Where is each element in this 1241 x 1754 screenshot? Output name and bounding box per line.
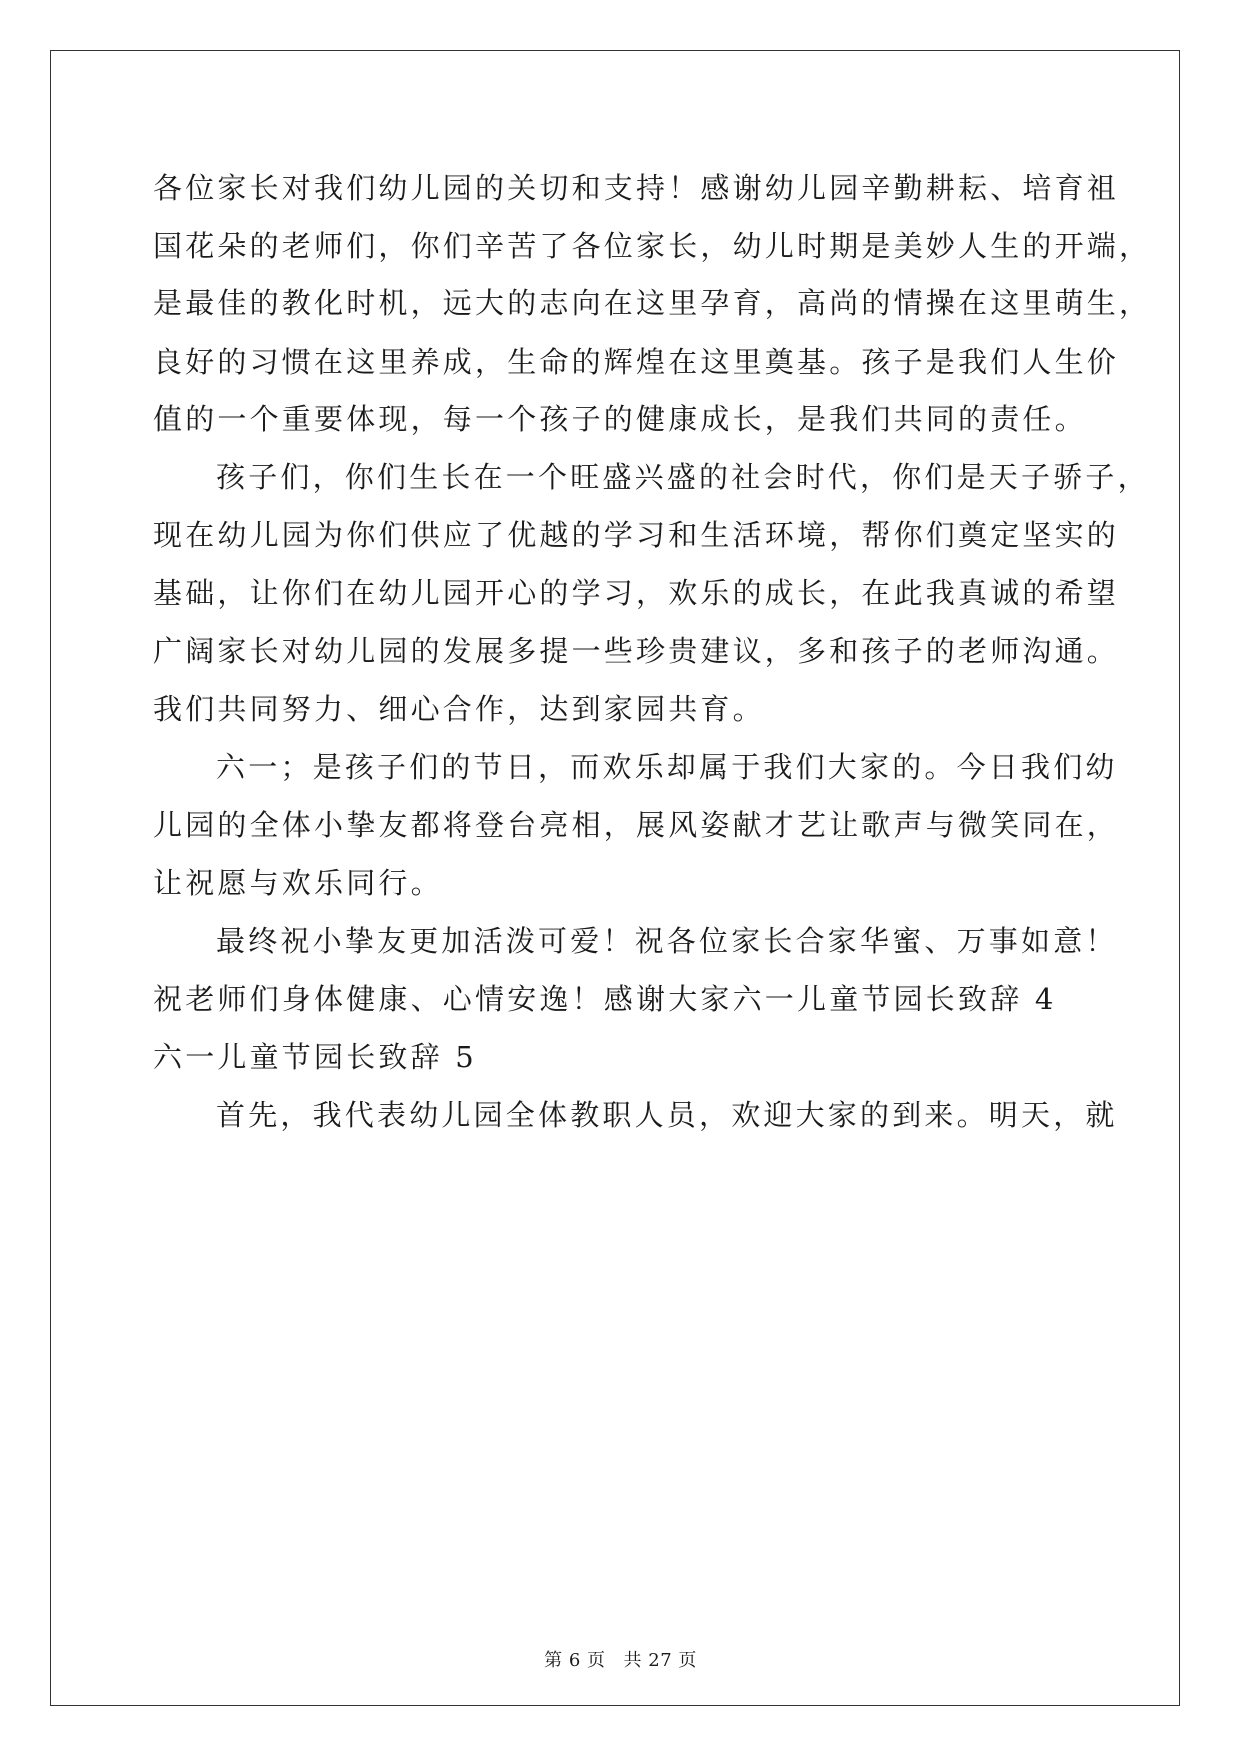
text-line: 国花朵的老师们，你们辛苦了各位家长，幼儿时期是美妙人生的开端， xyxy=(153,229,1152,263)
text-line: 良好的习惯在这里养成，生命的辉煌在这里奠基。孩子是我们人生价 xyxy=(153,345,1120,379)
text-line: 广阔家长对幼儿园的发展多提一些珍贵建议，多和孩子的老师沟通。 xyxy=(153,634,1120,668)
page-number: 第 6 页 xyxy=(544,1650,606,1671)
text-line: 首先，我代表幼儿园全体教职人员，欢迎大家的到来。明天，就 xyxy=(216,1098,1118,1132)
text-line: 基础，让你们在幼儿园开心的学习，欢乐的成长，在此我真诚的希望 xyxy=(153,576,1120,610)
text-line: 各位家长对我们幼儿园的关切和支持！感谢幼儿园辛勤耕耘、培育祖 xyxy=(153,171,1120,205)
text-line: 儿园的全体小挚友都将登台亮相，展风姿献才艺让歌声与微笑同在， xyxy=(153,808,1120,842)
text-line: 六一；是孩子们的节日，而欢乐却属于我们大家的。今日我们幼 xyxy=(216,750,1118,784)
text-line: 孩子们，你们生长在一个旺盛兴盛的社会时代，你们是天子骄子， xyxy=(216,460,1150,494)
page-footer xyxy=(0,1646,1241,1672)
text-line: 我们共同努力、细心合作，达到家园共育。 xyxy=(153,692,765,726)
text-line: 最终祝小挚友更加活泼可爱！祝各位家长合家华蜜、万事如意！ xyxy=(216,924,1118,958)
page-total: 共 27 页 xyxy=(623,1650,697,1671)
text-line: 让祝愿与欢乐同行。 xyxy=(153,866,443,900)
text-line: 值的一个重要体现，每一个孩子的健康成长，是我们共同的责任。 xyxy=(153,402,1087,436)
text-line: 现在幼儿园为你们供应了优越的学习和生活环境，帮你们奠定坚实的 xyxy=(153,518,1120,552)
text-line: 是最佳的教化时机，远大的志向在这里孕育，高尚的情操在这里萌生， xyxy=(153,286,1152,320)
text-line: 祝老师们身体健康、心情安逸！感谢大家六一儿童节园长致辞 4 xyxy=(153,982,1057,1016)
text-line: 六一儿童节园长致辞 5 xyxy=(153,1040,477,1074)
